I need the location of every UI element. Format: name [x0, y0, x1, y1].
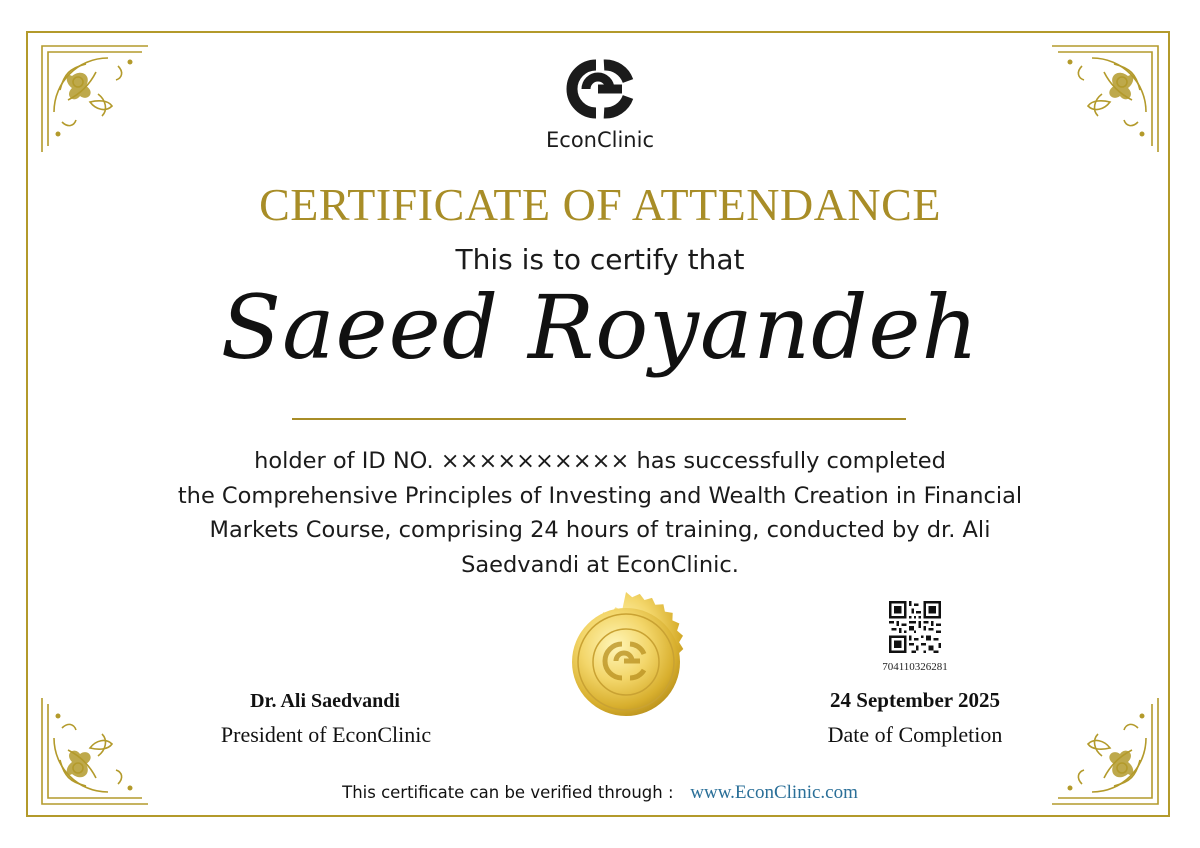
completion-date: 24 September 2025 [830, 688, 1000, 712]
completion-date-label: Date of Completion [827, 722, 1003, 747]
signatory-name: Dr. Ali Saedvandi [250, 690, 400, 712]
serial-number: 704110326281 [882, 661, 948, 673]
certify-line: This is to certify that [455, 243, 745, 276]
econclinic-logo-icon [556, 57, 644, 121]
signatory-role: President of EconClinic [220, 722, 432, 747]
gold-seal-icon [552, 588, 700, 736]
verification-link[interactable]: www.EconClinic.com [690, 782, 858, 803]
certificate-title: CERTIFICATE OF ATTENDANCE [259, 179, 941, 230]
verification-line [0, 782, 1200, 804]
qr-code-icon [889, 601, 941, 653]
body-line: Markets Course, comprising 24 hours of training, conducted by dr. Ali [209, 517, 991, 543]
name-underline [292, 418, 906, 420]
certificate-body [140, 444, 1060, 582]
verification-label: This certificate can be verified through : [342, 783, 674, 802]
body-line: the Comprehensive Principles of Investing and Wealth Creation in Financial [177, 482, 1023, 509]
brand-name: EconClinic [546, 128, 654, 152]
body-line: holder of ID NO. ×××××××××× has successfully completed [254, 448, 946, 474]
body-line: Saedvandi at EconClinic. [461, 551, 739, 578]
recipient-name: Saeed Royandeh [220, 276, 980, 379]
